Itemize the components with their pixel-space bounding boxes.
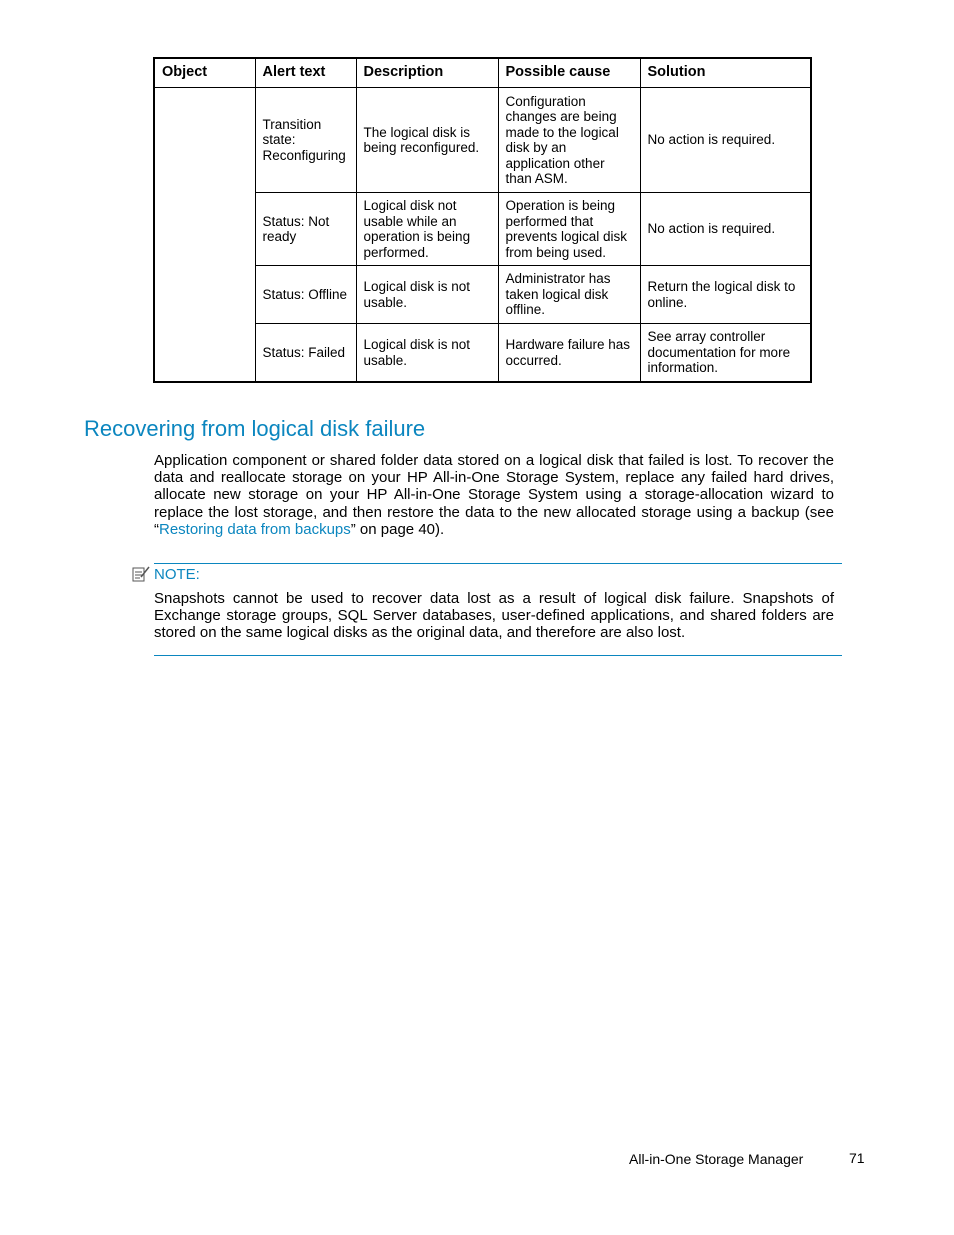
note-bottom-divider: [154, 655, 842, 656]
paragraph-text-before-link: Application component or shared folder data stored on a logical disk that failed is lost. To recover the data and reallocate storage on your HP All-in-One Storage System, replace any failed hard drives, allocate new storage on your HP All-in-One Storage System using a storage-allocation wizard to replace the lost storage, and then restore the data to the new allocated storage using a backup (see “: [154, 452, 834, 538]
solution-cell: See array controller documentation for more information.: [640, 324, 811, 383]
solution-cell: Return the logical disk to online.: [640, 266, 811, 324]
object-cell: [154, 88, 255, 383]
header-solution: Solution: [640, 58, 811, 88]
alerts-table: [153, 57, 812, 383]
header-object: Object: [154, 58, 255, 88]
description-cell: The logical disk is being reconfigured.: [356, 88, 498, 193]
header-possible-cause: Possible cause: [498, 58, 640, 88]
description-cell: Logical disk is not usable.: [356, 266, 498, 324]
solution-cell: No action is required.: [640, 193, 811, 266]
note-label: NOTE:: [154, 566, 200, 583]
paragraph-text-after-link: ” on page 40).: [350, 520, 445, 538]
possible-cause-cell: Administrator has taken logical disk offline.: [498, 266, 640, 324]
table-header-row: [154, 58, 811, 88]
section-paragraph: [154, 452, 834, 538]
possible-cause-cell: Operation is being performed that prevents logical disk from being used.: [498, 193, 640, 266]
restoring-data-link[interactable]: Restoring data from backups: [159, 520, 351, 538]
alert-text-cell: Status: Offline: [255, 266, 356, 324]
note-text: Snapshots cannot be used to recover data lost as a result of logical disk failure. Snapshots of Exchange storage groups, SQL Server databases, user-defined applications, and shared folders are stored on the same logical disks as the original data, and therefore are also lost.: [154, 590, 834, 642]
page-number: 71: [849, 1150, 865, 1166]
alert-text-cell: Transition state: Reconfiguring: [255, 88, 356, 193]
description-cell: Logical disk is not usable.: [356, 324, 498, 383]
note-icon: [132, 566, 150, 582]
header-description: Description: [356, 58, 498, 88]
possible-cause-cell: Hardware failure has occurred.: [498, 324, 640, 383]
possible-cause-cell: Configuration changes are being made to the logical disk by an application other than ASM.: [498, 88, 640, 193]
footer-title: All-in-One Storage Manager: [629, 1151, 804, 1167]
note-top-divider: [154, 563, 842, 564]
solution-cell: No action is required.: [640, 88, 811, 193]
header-alert-text: Alert text: [255, 58, 356, 88]
description-cell: Logical disk not usable while an operation is being performed.: [356, 193, 498, 266]
alert-text-cell: Status: Failed: [255, 324, 356, 383]
alert-text-cell: Status: Not ready: [255, 193, 356, 266]
section-title: Recovering from logical disk failure: [84, 416, 426, 441]
table-row: [154, 88, 811, 193]
